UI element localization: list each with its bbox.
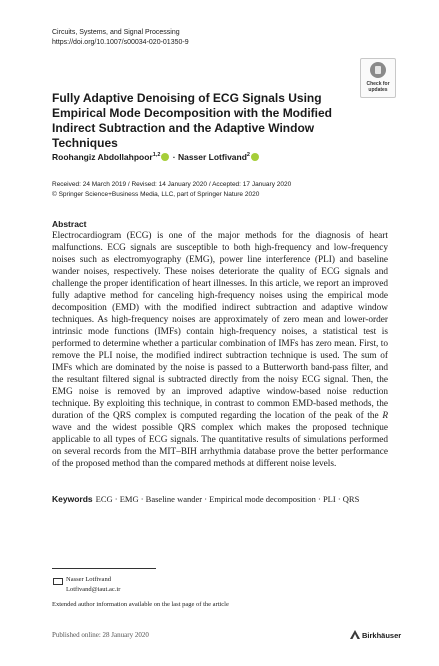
author-list (52, 150, 260, 163)
abstract-italic: R (382, 411, 388, 421)
author-separator: · (170, 151, 178, 162)
keywords-label: Keywords (52, 494, 93, 504)
article-title: Fully Adaptive Denoising of ECG Signals Using Empirical Mode Decomposition with the Modified Indirect Subtraction and the Adaptive Window Techniques (52, 91, 333, 150)
orcid-icon[interactable] (251, 153, 259, 161)
publisher-logo (350, 630, 401, 641)
published-online: Published online: 28 January 2020 (52, 631, 149, 639)
check-for-updates-badge[interactable] (360, 58, 396, 98)
birkhauser-logo-icon (350, 630, 360, 639)
badge-line-2: updates (368, 87, 388, 93)
article-dates: Received: 24 March 2019 / Revised: 14 January 2020 / Accepted: 17 January 2020 (52, 181, 292, 188)
footnote-rule (52, 568, 156, 569)
abstract-body (52, 230, 388, 470)
envelope-icon (53, 578, 63, 585)
abstract-text: wave and the widest possible QRS complex which makes the proposed technique applicable to all types of ECG signals. The quantitative results of simulations performed on several records from the MIT–BIH arrhythmia database prove the better performance of the proposed method than the compared methods at different noise levels. (52, 423, 388, 469)
keywords (52, 493, 388, 505)
author-affiliation: 2 (246, 152, 250, 158)
author-name: Nasser Lotfivand (177, 151, 247, 162)
badge-line-1: Check for (366, 81, 390, 87)
update-check-icon (370, 62, 386, 78)
corresponding-author-email[interactable]: Lotfivand@iaut.ac.ir (66, 586, 121, 593)
abstract-heading: Abstract (52, 219, 87, 229)
orcid-icon[interactable] (161, 153, 169, 161)
corresponding-author-name: Nasser Lotfivand (66, 576, 111, 583)
publisher-name: Birkhäuser (362, 631, 402, 640)
copyright-line: © Springer Science+Business Media, LLC, part of Springer Nature 2020 (52, 191, 260, 198)
keywords-text: ECG · EMG · Baseline wander · Empirical mode decomposition · PLI · QRS (95, 494, 360, 504)
author-affiliation: 1,2 (152, 152, 161, 158)
extended-info-note: Extended author information available on the last page of the article (52, 601, 229, 608)
doi-link[interactable]: https://doi.org/10.1007/s00034-020-01350-9 (52, 39, 189, 46)
journal-name: Circuits, Systems, and Signal Processing (52, 29, 180, 36)
author-name: Roohangiz Abdollahpoor (52, 151, 153, 162)
abstract-text: Electrocardiogram (ECG) is one of the major methods for the diagnosis of heart malfunctions. ECG signals are susceptible to both high-frequency and low-frequency noises such as electromyography (EMG), power line interference (PLI) and baseline wander noises, respectively. These noises deteriorate the quality of ECG signals and challenge the proper identification of heart illnesses. In this article, we report an improved fully adaptive method for canceling high-frequency noises using the empirical mode decomposition (EMD) with the modified indirect subtraction and adaptive window techniques. As high-frequency noises are approximately of zero mean and lower-order intrinsic mode functions (IMFs) contain high-frequency noises, a statistical test is performed to determine whether a particular combination of IMFs has zero mean. First, to remove the PLI noise, the modified indirect subtraction technique is used. The sum of IMFs which are dominated by the noise is passed to a Butterworth band-pass filter, and the resultant filtered signal is subtracted directly from the noisy ECG signal. Then, the EMG noise is removed by an improved adaptive window-based noise reduction technique. By exploiting this technique, in contrast to common EMD-based methods, the duration of the QRS complex is computed regarding the location of the peak of the (52, 231, 388, 421)
